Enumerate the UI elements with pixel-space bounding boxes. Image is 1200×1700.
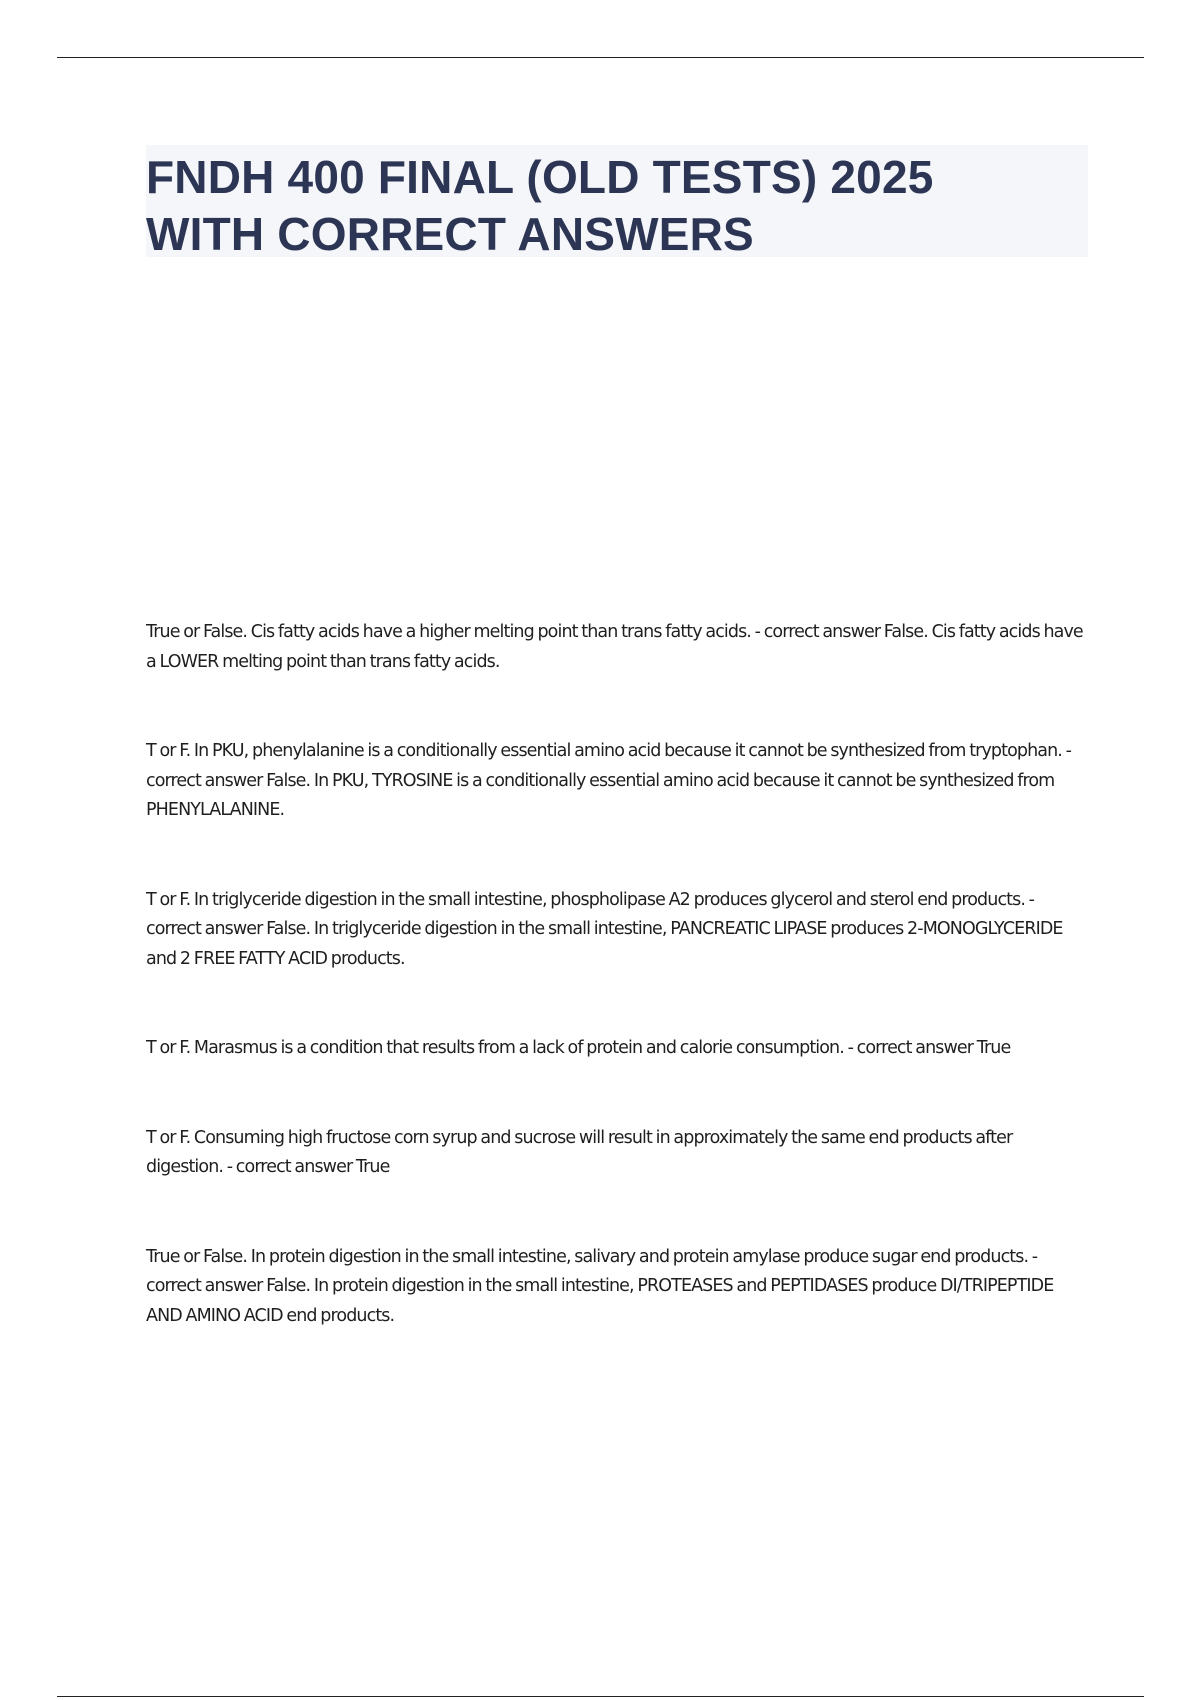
top-divider (57, 57, 1144, 58)
qa-item-hfcs-sucrose: T or F. Consuming high fructose corn syrup and sucrose will result in approximately the same end products after digestion. - correct answer True (146, 1127, 1013, 1177)
qa-item-pku: T or F. In PKU, phenylalanine is a conditionally essential amino acid because it cannot be synthesized from tryptophan. - correct answer False. In PKU, TYROSINE is a conditionally essential amino acid because it cannot be synthesized from PHENYLALANINE. (146, 741, 1072, 820)
qa-item-marasmus: T or F. Marasmus is a condition that results from a lack of protein and calorie consumption. - correct answer True (146, 1038, 1011, 1058)
title-banner (146, 145, 1088, 260)
qa-item-protein-digestion: True or False. In protein digestion in the small intestine, salivary and protein amylase produce sugar end products. - correct answer False. In protein digestion in the small intestine, PROTEASES and PEPTIDASES produce DI/TRIPEPTIDE AND AMINO ACID end products. (146, 1246, 1054, 1326)
question-answer-list (146, 618, 1086, 1391)
bottom-divider (57, 1696, 1144, 1697)
title-line-1: FNDH 400 FINAL (OLD TESTS) 2025 (146, 151, 934, 203)
qa-item-triglyceride-digestion: T or F. In triglyceride digestion in the small intestine, phospholipase A2 produces glycerol and sterol end products. - correct answer False. In triglyceride digestion in the small intestine, PANCREATIC LIPASE produces 2-MONOGLYCERIDE and 2 FREE FATTY ACID products. (146, 889, 1063, 969)
qa-item-cis-fatty-acids: True or False. Cis fatty acids have a higher melting point than trans fatty acids. - correct answer False. Cis fatty acids have a LOWER melting point than trans fatty acids. (146, 622, 1083, 672)
document-title (146, 149, 1088, 263)
title-line-2: WITH CORRECT ANSWERS (146, 208, 754, 260)
